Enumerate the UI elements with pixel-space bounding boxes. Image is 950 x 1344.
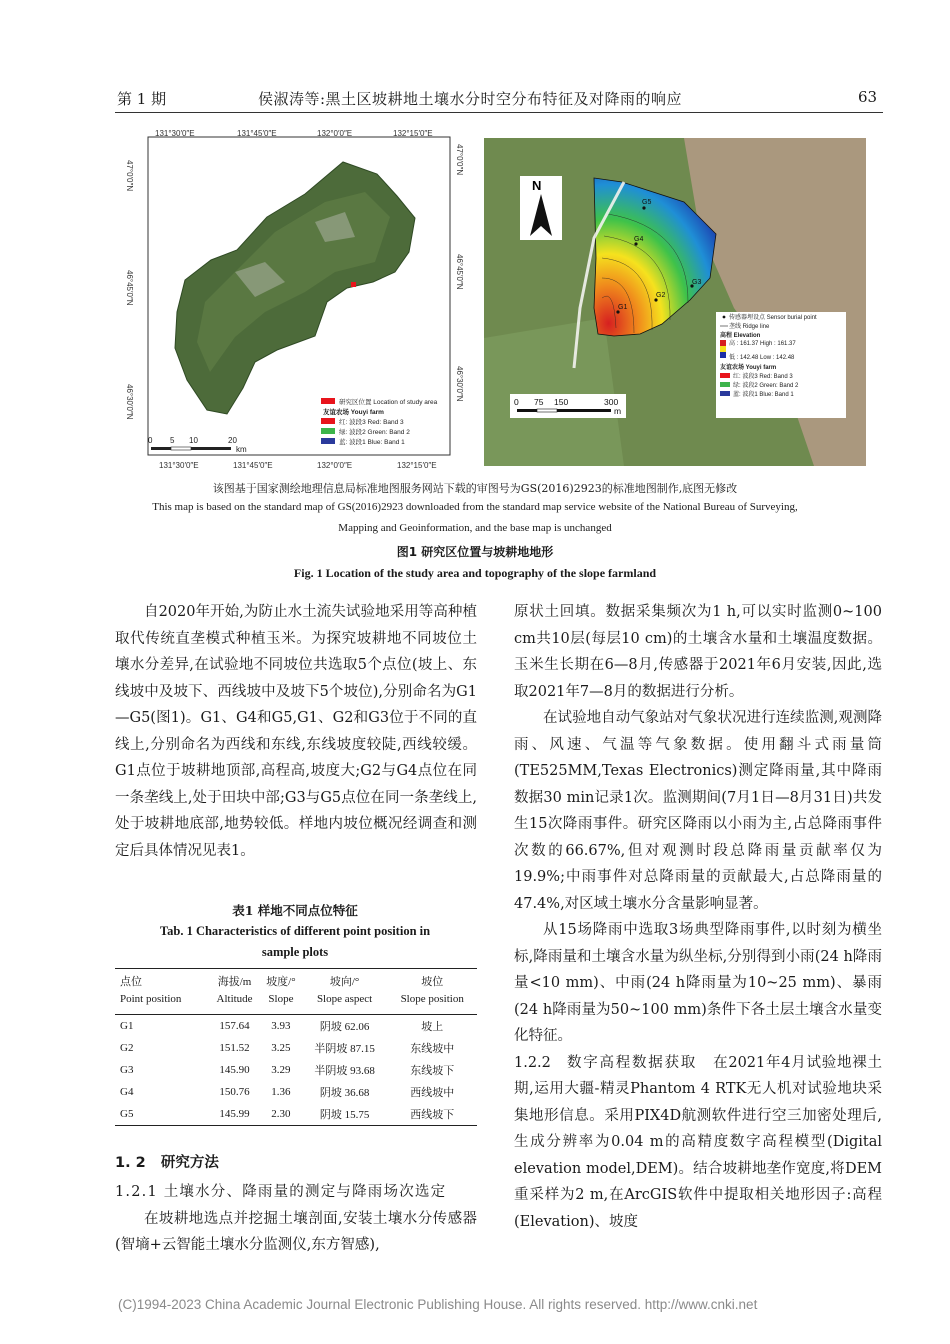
subsection-1-2-1: 1.2.1 土壤水分、降雨量的测定与降雨场次选定 (115, 1184, 447, 1200)
scale-bar-m (510, 394, 626, 418)
svg-text:G4: G4 (634, 236, 644, 243)
header-slope: 坡度/° Slope (266, 976, 296, 1005)
table-row: G1 157.64 3.93 阴坡 62.06 坡上 (120, 1020, 444, 1033)
lon-label-top-1: 131°30′0″E (155, 129, 195, 138)
table-row: G5 145.99 2.30 阴坡 15.75 西线坡下 (115, 1103, 477, 1126)
table-header-row (115, 969, 477, 1015)
header-rule (115, 112, 883, 113)
table-row: G4 150.76 1.36 阴坡 36.68 西线坡中 (120, 1086, 455, 1099)
legend-swatch-blue (321, 438, 335, 444)
svg-text:km: km (236, 445, 247, 454)
svg-text:G3: G3 (692, 279, 702, 286)
paragraph-sensor-install: 在坡耕地选点并挖掘土壤剖面,安装土壤水分传感器(智墒+云智能土壤水分监测仪,东方智感), (115, 1210, 477, 1253)
svg-text:5: 5 (170, 436, 175, 445)
legend-study-area: 研究区位置 Location of study area (339, 399, 438, 406)
lon-label-bottom-1: 131°30′0″E (159, 461, 199, 470)
table-title-en-1: Tab. 1 Characteristics of different point position in (159, 924, 431, 938)
legend-swatch-study-area (321, 398, 335, 404)
lon-label-top-3: 132°0′0″E (317, 129, 353, 138)
table-title-en-2: sample plots (261, 945, 329, 959)
copyright-footer: (C)1994-2023 China Academic Journal Electronic Publishing House. All rights reserved. http://www.cnki.net (118, 1297, 758, 1312)
header-point: 点位 Point position (120, 976, 182, 1005)
figure-caption-en: Fig. 1 Location of the study area and topography of the slope farmland (293, 566, 657, 580)
subsection-1-2-2-title: 数字高程数据获取 (567, 1054, 698, 1071)
lon-label-top-4: 132°15′0″E (393, 129, 433, 138)
lat-label-left-1: 47°0′0″N (125, 160, 134, 192)
legend-swatch-red (321, 418, 335, 424)
svg-text:高 : 161.37 High : 161.37: 高 : 161.37 High : 161.37 (729, 341, 796, 347)
study-area-marker (351, 282, 356, 287)
left-column-methods (115, 1179, 477, 1259)
sensor-point-g5 (642, 206, 645, 209)
legend-red-band: 红: 波段3 Red: Band 3 (339, 419, 404, 426)
figure-caption-cn: 图1 研究区位置与坡耕地地形 (396, 545, 554, 559)
svg-text:10: 10 (189, 436, 198, 445)
svg-text:G5: G5 (642, 199, 652, 206)
lon-label-bottom-3: 132°0′0″E (317, 461, 353, 470)
paragraph-rainfall: 在试验地自动气象站对气象状况进行连续监测,观测降雨、风速、气温等气象数据。使用翻斗式雨量筒(TE525MM,Texas Electronics)测定降雨量,其中降雨数据30 min记录1次。监测期间(7月1日—8月31日)共发生15次降雨事件。研究区降雨以小雨为主,占总降雨事件次数的66.67%,但对观测时段总降雨量贡献率仅为19.9%;中雨事件对总降雨量的贡献最大,占总降雨量的47.4%,对区域土壤水分含量影响显著。 (514, 710, 882, 912)
table-title-cn: 表1 样地不同点位特征 (232, 903, 358, 918)
left-column (115, 599, 477, 864)
lat-label-right-3: 46°30′0″N (455, 366, 464, 402)
paragraph-sample-points: 自2020年开始,为防止水土流失试验地采用等高种植取代传统直垄模式种植玉米。为探究坡耕地不同坡位土壤水分差异,在试验地不同坡位共选取5个点位(坡上、东线坡中及坡下、西线坡中及坡下5个坡位),分别命名为G1—G5(图1)。G1、G4和G5,G1、G2和G3位于不同的直线上,分别命名为西线和东线,东线坡度较陡,西线较缓。G1点位于坡耕地顶部,高程高,坡度大;G2与G4点位在同一条垄线上,处于田块中部;G3与G5点位在同一条垄线上,处于坡耕地底部,地势较低。样地内坡位概况经调查和测定后具体情况见表1。 (115, 604, 477, 859)
lat-label-right-2: 46°45′0″N (455, 254, 464, 290)
figure-note-en-2: Mapping and Geoinformation, and the base map is unchanged (338, 522, 612, 534)
lon-label-top-2: 131°45′0″E (237, 129, 277, 138)
header-altitude: 海拔/m Altitude (216, 976, 253, 1005)
table-row: G2 151.52 3.25 半阴坡 87.15 东线坡中 (120, 1042, 455, 1055)
svg-text:高程 Elevation: 高程 Elevation (720, 333, 761, 339)
figure-note-en-1: This map is based on the standard map of GS(2016)2923 downloaded from the standard map service website of the National Bureau of Surveying, (152, 501, 798, 513)
subsection-1-2-2: 1.2.2 (514, 1054, 551, 1071)
issue-number: 第 1 期 (117, 90, 167, 108)
legend-youyi-farm: 友谊农场 Youyi farm (323, 409, 384, 416)
point-characteristics-table (115, 968, 477, 1126)
svg-text:友谊农场 Youyi farm: 友谊农场 Youyi farm (720, 365, 777, 371)
running-title: 侯淑涛等:黑土区坡耕地土壤水分时空分布特征及对降雨的响应 (258, 90, 683, 108)
svg-text:75: 75 (534, 397, 544, 407)
legend-swatch-green (321, 428, 335, 434)
svg-text:G1: G1 (618, 304, 628, 311)
lat-label-left-3: 46°30′0″N (125, 384, 134, 420)
figure-note-cn: 该图基于国家测绘地理信息局标准地图服务网站下载的审图号为GS(2016)2923的标准地图制作,底图无修改 (212, 482, 738, 495)
slope-farmland-map (484, 138, 866, 466)
lon-label-bottom-4: 132°15′0″E (397, 461, 437, 470)
header-aspect: 坡向/° Slope aspect (316, 976, 373, 1005)
svg-text:0: 0 (148, 436, 153, 445)
svg-text:绿: 波段2 Green: Band 2: 绿: 波段2 Green: Band 2 (733, 383, 799, 389)
section-heading-1-2: 1. 2 研究方法 (115, 1155, 219, 1171)
study-area-map (115, 122, 463, 470)
header-position: 坡位 Slope position (400, 976, 464, 1005)
right-column (514, 599, 882, 1235)
elevation-legend (716, 312, 846, 418)
lat-label-right-1: 47°0′0″N (455, 144, 464, 176)
legend-blue-band: 蓝: 波段1 Blue: Band 1 (339, 439, 405, 446)
svg-text:蓝: 波段1 Blue: Band 1: 蓝: 波段1 Blue: Band 1 (733, 392, 794, 398)
page-number: 63 (858, 88, 878, 106)
paragraph-dem: 1.2.2 数字高程数据获取 在2021年4月试验地裸土期,运用大疆-精灵Phantom 4 RTK无人机对试验地块采集地形信息。采用PIX4D航测软件进行空三加密处理后,生成分辨率为0.04 m的高精度数字高程模型(Digital elevation model,DEM)。结合坡耕地垄作宽度,将DEM重采样为2 m,在ArcGIS软件中提取相关地形因子:高程(Elevation)、坡度 (514, 1054, 883, 1230)
paragraph-data-collection: 原状土回填。数据采集频次为1 h,可以实时监测0~100 cm共10层(每层10 cm)的土壤含水量和土壤温度数据。玉米生长期在6—8月,传感器于2021年6月安装,因此,选取2021年7—8月的数据进行分析。 (514, 604, 882, 700)
svg-text:低 : 142.48 Low : 142.48: 低 : 142.48 Low : 142.48 (729, 355, 795, 361)
lat-label-left-2: 46°45′0″N (125, 270, 134, 306)
svg-text:20: 20 (228, 436, 237, 445)
svg-text:0: 0 (514, 397, 519, 407)
north-arrow-icon (520, 176, 562, 240)
svg-text:传感器埋设点 Sensor burial point: 传感器埋设点 Sensor burial point (729, 315, 817, 321)
svg-text:垄线 Ridge line: 垄线 Ridge line (729, 324, 770, 330)
legend-green-band: 绿: 波段2 Green: Band 2 (339, 429, 410, 436)
table-row: G3 145.90 3.29 半阴坡 93.68 东线坡下 (120, 1064, 455, 1077)
svg-text:300: 300 (604, 397, 619, 407)
svg-text:红: 波段3 Red: Band 3: 红: 波段3 Red: Band 3 (733, 374, 793, 380)
svg-text:G2: G2 (656, 292, 666, 299)
paragraph-rain-events: 从15场降雨中选取3场典型降雨事件,以时刻为横坐标,降雨量和土壤含水量为纵坐标,分别得到小雨(24 h降雨量<10 mm)、中雨(24 h降雨量为10~25 mm)、暴雨(24 h降雨量为50~100 mm)条件下各土层土壤含水量变化特征。 (514, 922, 882, 1044)
lon-label-bottom-2: 131°45′0″E (233, 461, 273, 470)
svg-text:m: m (614, 406, 622, 416)
svg-text:N: N (532, 178, 542, 193)
svg-text:150: 150 (554, 397, 569, 407)
